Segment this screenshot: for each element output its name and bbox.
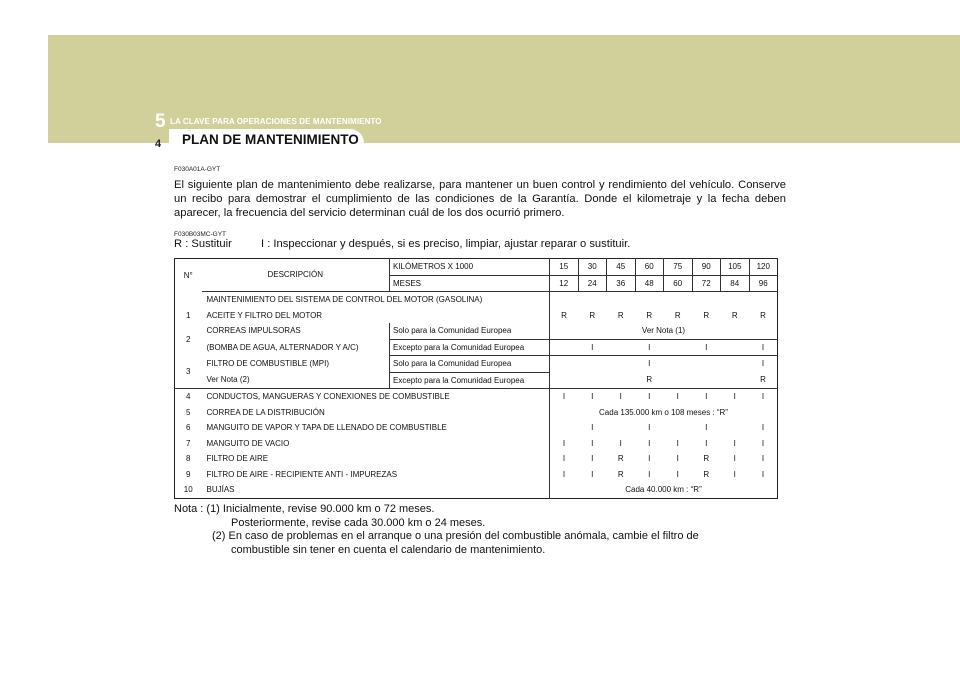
row-number: 1 (186, 310, 191, 320)
months-72: 72 (692, 275, 721, 292)
header-months-label: MESES (390, 275, 550, 292)
header-km-label: KILÓMETROS X 1000 (390, 259, 550, 276)
row-description: FILTRO DE AIRE - RECIPIENTE ANTI - IMPUREZAS (206, 469, 398, 479)
row-number: 6 (186, 423, 191, 432)
cell: I (749, 389, 778, 405)
row-note: Ver Nota (1) (550, 323, 778, 339)
table-row (175, 323, 778, 339)
months-60: 60 (664, 275, 693, 292)
cell: R (617, 454, 624, 463)
row-description: CORREAS IMPULSORAS (206, 326, 301, 336)
cell: R (703, 310, 710, 320)
cell: I (761, 454, 765, 463)
cell (550, 356, 579, 373)
table-row (175, 451, 778, 467)
cell (692, 372, 721, 389)
cell: R (589, 310, 596, 320)
cell: I (635, 339, 664, 356)
row-description: Ver Nota (2) (206, 375, 250, 385)
cell: I (705, 438, 708, 448)
cell: I (761, 469, 765, 479)
cell: I (550, 389, 579, 405)
cell (664, 420, 693, 436)
cell: I (676, 469, 679, 479)
km-105: 105 (721, 259, 750, 276)
row-number: 7 (186, 438, 191, 448)
table-row (175, 292, 778, 308)
row-description: FILTRO DE AIRE (206, 454, 269, 463)
cell (607, 339, 636, 356)
table-row (175, 467, 778, 483)
legend-replace: R : Sustituir (174, 238, 232, 250)
cell: I (648, 423, 651, 432)
cell: R (646, 310, 653, 320)
cell: R (550, 308, 579, 324)
header-description: DESCRIPCIÓN (202, 259, 390, 292)
cell (550, 372, 579, 389)
note-line: Nota : (1) Inicialmente, revise 90.000 km o 72 meses. (174, 503, 435, 515)
months-84: 84 (721, 275, 750, 292)
cell (578, 356, 607, 373)
cell: I (733, 438, 736, 448)
km-75: 75 (664, 259, 693, 276)
km-90: 90 (692, 259, 721, 276)
cell: I (676, 438, 679, 448)
months-36: 36 (607, 275, 636, 292)
cell: I (761, 423, 765, 432)
cell: I (733, 469, 736, 479)
row-condition: Solo para la Comunidad Europea (390, 356, 550, 373)
table-row (175, 420, 778, 436)
page-number: 4 (155, 138, 162, 150)
section-empty-cells (550, 292, 778, 308)
cell: I (749, 339, 778, 356)
cell (721, 420, 750, 436)
months-24: 24 (578, 275, 607, 292)
row-number: 5 (186, 407, 191, 417)
cell: I (578, 389, 607, 405)
cell: I (578, 339, 607, 356)
months-96: 96 (749, 275, 778, 292)
km-60: 60 (635, 259, 664, 276)
cell: I (761, 438, 765, 448)
cell: I (692, 339, 721, 356)
cell (664, 339, 693, 356)
cell: I (676, 454, 679, 463)
cell (721, 372, 750, 389)
chapter-title: LA CLAVE PARA OPERACIONES DE MANTENIMIENTO (170, 117, 382, 126)
note-line: combustible sin tener en cuenta el calendario de mantenimiento. (231, 543, 546, 556)
cell: I (591, 438, 594, 448)
intro-code: F030A01A-GYT (174, 166, 221, 173)
cell: R (646, 375, 653, 385)
cell: I (635, 389, 664, 405)
table-row (175, 405, 778, 421)
cell: R (617, 310, 624, 320)
km-45: 45 (607, 259, 636, 276)
cell: R (703, 454, 710, 463)
cell (721, 339, 750, 356)
cell (692, 356, 721, 373)
cell (607, 420, 636, 436)
km-120: 120 (749, 259, 778, 276)
row-span-note: Cada 40.000 km : “R” (550, 482, 778, 498)
cell: R (760, 375, 766, 385)
cell: I (550, 467, 579, 483)
km-15: 15 (550, 259, 579, 276)
row-number: 4 (175, 389, 202, 405)
cell: I (550, 451, 579, 467)
cell: I (733, 454, 736, 463)
cell: R (617, 469, 624, 479)
months-12: 12 (550, 275, 579, 292)
months-48: 48 (635, 275, 664, 292)
row-description: ACEITE Y FILTRO DEL MOTOR (206, 310, 323, 320)
row-description: CORREA DE LA DISTRIBUCIÓN (206, 407, 325, 417)
row-number: 9 (186, 469, 191, 479)
cell: I (648, 454, 651, 463)
row-span-note: Cada 135.000 km o 108 meses : “R” (550, 405, 778, 421)
cell: I (692, 389, 721, 405)
cell: I (619, 438, 622, 448)
cell (550, 420, 579, 436)
row-description: BUJÍAS (206, 485, 235, 494)
note-line: (2) En caso de problemas en el arranque o una presión del combustible anómala, cambie el filtro de (212, 530, 699, 542)
row-condition: Excepto para la Comunidad Europea (390, 372, 550, 389)
cell: I (761, 359, 765, 369)
notes (174, 503, 699, 557)
intro-paragraph: El siguiente plan de mantenimiento debe realizarse, para mantener un buen control y rendimiento del vehículo. Conserve un recibo para demostrar el cumplimiento de las condiciones de la Garantía. Donde el kilometraje y la fecha deben aparecer, la frecuencia del servicio determinan cuál de los dos ocurrió primero. (174, 179, 786, 219)
cell: I (591, 454, 594, 463)
table-header-row (175, 259, 778, 276)
km-30: 30 (578, 259, 607, 276)
cell: R (760, 310, 766, 320)
legend-inspect: I : Inspeccionar y después, si es preciso, limpiar, ajustar reparar o sustituir. (261, 238, 631, 250)
chapter-number: 5 (155, 111, 166, 132)
row-description: MANGUITO DE VAPOR Y TAPA DE LLENADO DE COMBUSTIBLE (206, 423, 447, 432)
row-number: 2 (186, 334, 191, 344)
row-number: 10 (183, 485, 193, 494)
legend-code: F030B03MC-GYT (174, 231, 227, 238)
table-row (175, 372, 778, 389)
cell: I (648, 469, 651, 479)
table-row (175, 482, 778, 498)
row-description: FILTRO DE COMBUSTIBLE (MPI) (206, 359, 330, 368)
cell: R (731, 310, 738, 320)
maintenance-table (174, 258, 778, 499)
row-number: 8 (186, 454, 191, 463)
cell: I (607, 389, 636, 405)
header-number: N° (183, 270, 193, 280)
cell: R (703, 469, 710, 479)
cell: I (550, 436, 579, 452)
cell (664, 356, 693, 373)
table-row (175, 389, 778, 405)
section-title: PLAN DE MANTENIMIENTO (182, 132, 359, 147)
cell (721, 356, 750, 373)
section-heading: MAINTENIMIENTO DEL SISTEMA DE CONTROL DEL MOTOR (GASOLINA) (206, 295, 483, 304)
cell: I (664, 389, 693, 405)
cell (578, 372, 607, 389)
cell: I (591, 423, 594, 432)
row-condition: Excepto para la Comunidad Europea (390, 339, 550, 356)
note-line: Posteriormente, revise cada 30.000 km o 24 meses. (231, 516, 486, 529)
row-number (175, 292, 202, 308)
row-description: (BOMBA DE AGUA, ALTERNADOR Y A/C) (206, 342, 359, 352)
row-description: MANGUITO DE VACIO (206, 438, 290, 448)
cell: R (674, 310, 681, 320)
cell: I (648, 438, 651, 448)
cell (607, 356, 636, 373)
cell (607, 372, 636, 389)
cell: I (721, 389, 750, 405)
cell (664, 372, 693, 389)
table-row (175, 436, 778, 452)
cell: I (648, 359, 651, 369)
cell (550, 339, 579, 356)
row-number: 3 (186, 367, 191, 376)
row-description: CONDUCTOS, MANGUERAS Y CONEXIONES DE COMBUSTIBLE (202, 389, 550, 405)
table-row (175, 356, 778, 373)
legend (174, 238, 630, 250)
table-row (175, 339, 778, 356)
cell: I (705, 423, 708, 432)
row-condition: Solo para la Comunidad Europea (390, 323, 550, 339)
cell: I (591, 469, 594, 479)
table-row (175, 308, 778, 324)
